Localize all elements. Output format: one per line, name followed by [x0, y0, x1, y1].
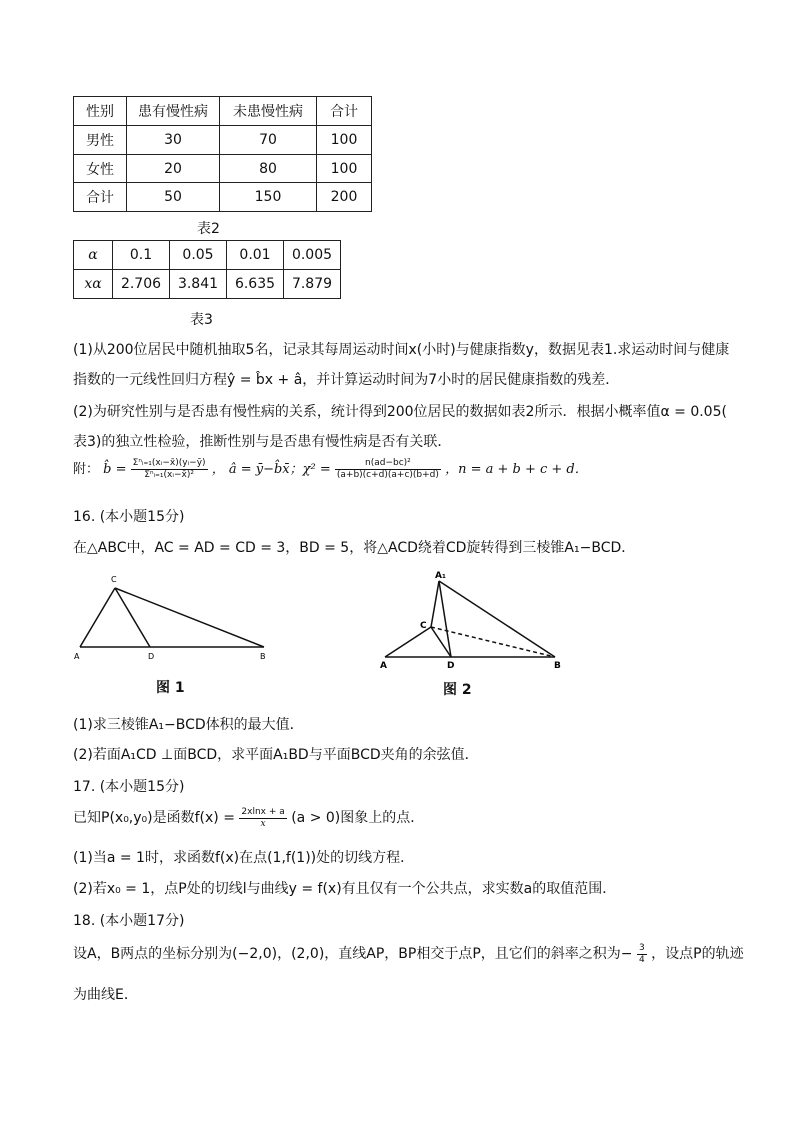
formula-chi-fraction: [335, 458, 441, 481]
q18-fraction: [637, 943, 647, 966]
q17-header: 17. (本小题15分): [73, 779, 185, 795]
table-header-cell: xα: [74, 270, 113, 299]
table-cell: 150: [220, 183, 317, 212]
label-a: A: [74, 652, 80, 661]
table-header-cell: α: [74, 241, 113, 270]
table-cell: 7.879: [284, 270, 341, 299]
table-cell: 0.005: [284, 241, 341, 270]
label-c: C: [420, 621, 427, 631]
q17-stem: [73, 804, 424, 832]
segment-ac: [385, 627, 431, 657]
label-b: B: [260, 652, 266, 661]
q15-appendix-formulas: [73, 458, 588, 481]
segment-a1b: [439, 581, 555, 657]
appendix-label: 附：: [73, 462, 100, 477]
table-cell: 30: [127, 126, 220, 155]
table-row: [74, 241, 341, 270]
q16-part1: (1)求三棱锥A₁−BCD体积的最大值．: [73, 717, 304, 733]
table-2-caption: 表2: [197, 221, 220, 237]
segment-a1c: [431, 581, 439, 627]
table-cell: 合计: [74, 183, 127, 212]
table-3-caption: 表3: [190, 312, 213, 328]
table-cell: 男性: [74, 126, 127, 155]
segment-cd: [115, 588, 150, 647]
formula-b-fraction: [131, 458, 208, 481]
q17-part1: (1)当a = 1时，求函数f(x)在点(1,f(1))处的切线方程．: [73, 850, 415, 866]
table-header-cell: 合计: [317, 97, 372, 126]
figure-2-caption: 图 2: [443, 682, 472, 698]
table-cell: 20: [127, 155, 220, 183]
table-cell: 女性: [74, 155, 127, 183]
q18-header: 18. (本小题17分): [73, 913, 185, 929]
q15-part1-line2: 指数的一元线性回归方程ŷ = b̂x + â，并计算运动时间为7小时的居民健康指数的残差．: [73, 372, 620, 388]
q17-fraction-numerator: 2xlnx + a: [241, 806, 285, 817]
table-row: [74, 183, 372, 212]
q16-stem: 在△ABC中，AC = AD = CD = 3，BD = 5，将△ACD绕着CD旋转得到三棱锥A₁−BCD．: [73, 540, 636, 556]
formula-chi-numerator: n(ad−bc)²: [335, 458, 441, 470]
table-cell: 100: [317, 126, 372, 155]
table-row: [74, 270, 341, 299]
q17-stem-suffix: (a > 0)图象上的点．: [291, 810, 425, 826]
table-cell: 3.841: [170, 270, 227, 299]
table-header-cell: 性别: [74, 97, 127, 126]
table-cell: 80: [220, 155, 317, 183]
q18-fraction-numerator: 3: [638, 942, 645, 953]
formula-chi-denominator: (a+b)(c+d)(a+c)(b+d): [336, 470, 439, 480]
table-cell: 200: [317, 183, 372, 212]
formula-b-lhs: b̂ =: [103, 462, 127, 477]
label-d: D: [148, 652, 155, 661]
q17-fraction-denominator: x: [260, 818, 266, 829]
figure-1-triangle: [70, 570, 280, 665]
q15-part1-line1: (1)从200位居民中随机抽取5名，记录其每周运动时间x(小时)与健康指数y，数据见表1.求运动时间与健康: [73, 342, 730, 358]
q18-stem: [73, 940, 744, 968]
q18-stem-line2: 为曲线E．: [73, 987, 138, 1003]
table-cell: 2.706: [113, 270, 170, 299]
segment-cb: [115, 588, 264, 647]
q16-header: 16. (本小题15分): [73, 509, 185, 525]
figure-2-tetrahedron: [375, 567, 575, 672]
q18-stem-prefix: 设A，B两点的坐标分别为(−2,0)，(2,0)，直线AP，BP相交于点P，且它们的斜率之积为−: [73, 946, 633, 962]
label-a1: A₁: [435, 571, 446, 581]
label-c: C: [111, 575, 117, 584]
table-cell: 0.05: [170, 241, 227, 270]
q17-fraction: [239, 807, 286, 830]
table-cell: 6.635: [227, 270, 284, 299]
q15-part2-line2: 表3)的独立性检验，推断性别与是否患有慢性病是否有关联．: [73, 434, 452, 450]
table-cell: 0.1: [113, 241, 170, 270]
formula-b-denominator: Σⁿᵢ₌₁(xᵢ−x̄)²: [144, 470, 194, 480]
table-cell: 0.01: [227, 241, 284, 270]
formula-b-numerator: Σⁿᵢ₌₁(xᵢ−x̄)(yᵢ−ȳ): [132, 458, 206, 468]
segment-ac: [80, 588, 115, 647]
formula-a-and-chi: ， â = ȳ−b̂x̄；χ² =: [211, 462, 331, 477]
table-row: [74, 126, 372, 155]
table-2: [73, 96, 372, 212]
formula-n: ，n = a + b + c + d．: [445, 462, 588, 477]
label-b: B: [554, 661, 561, 671]
figure-1-caption: 图 1: [156, 680, 185, 696]
table-cell: 100: [317, 155, 372, 183]
table-header-cell: 未患慢性病: [220, 97, 317, 126]
q18-fraction-denominator: 4: [638, 954, 645, 965]
q17-part2: (2)若x₀ = 1，点P处的切线l与曲线y = f(x)有且仅有一个公共点，求实数a的取值范围．: [73, 881, 617, 897]
q16-part2: (2)若面A₁CD ⊥面BCD，求平面A₁BD与平面BCD夹角的余弦值．: [73, 747, 479, 763]
table-row: [74, 155, 372, 183]
table-3: [73, 240, 341, 299]
table-cell: 50: [127, 183, 220, 212]
table-cell: 70: [220, 126, 317, 155]
q15-part2-line1: (2)为研究性别与是否患有慢性病的关系，统计得到200位居民的数据如表2所示．根据小概率值α = 0.05(: [73, 404, 727, 420]
label-d: D: [447, 661, 455, 671]
table-header-cell: 患有慢性病: [127, 97, 220, 126]
label-a: A: [380, 661, 387, 671]
q17-stem-prefix: 已知P(x₀,y₀)是函数f(x) =: [73, 810, 235, 826]
segment-a1d: [439, 581, 451, 657]
q18-stem-suffix: ，设点P的轨迹: [651, 946, 744, 962]
